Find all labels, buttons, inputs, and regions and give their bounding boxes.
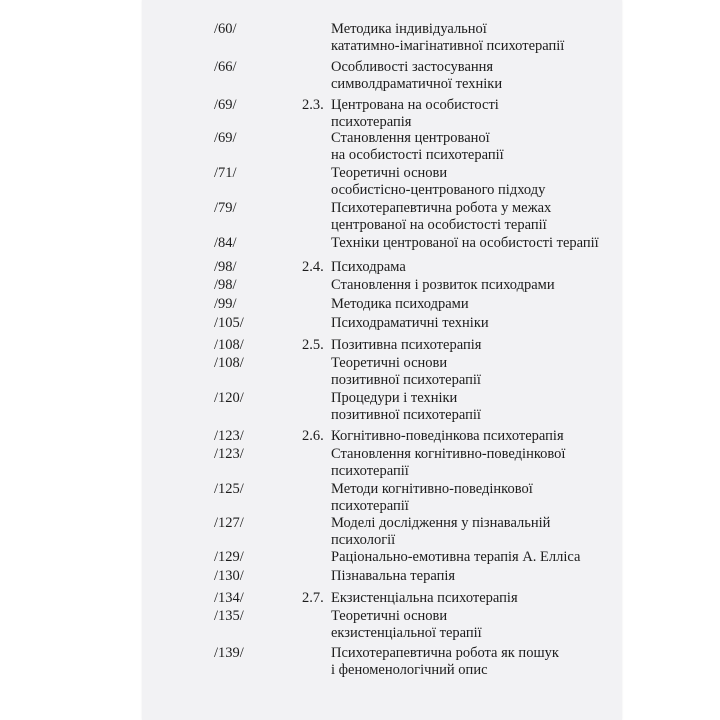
toc-page-number: /99/ <box>214 296 237 312</box>
toc-title: Техніки центрованої на особистості терапії <box>331 235 599 251</box>
toc-page-number: /120/ <box>214 390 244 406</box>
toc-title: Раціонально-емотивна терапія А. Елліса <box>331 549 581 565</box>
book-page <box>142 0 622 720</box>
toc-title: Моделі дослідження у пізнавальній психології <box>331 515 551 548</box>
toc-title: Центрована на особистості психотерапія <box>331 97 499 130</box>
toc-title: Методика індивідуальної кататимно-імагінативної психотерапії <box>331 21 565 54</box>
toc-page-number: /125/ <box>214 481 244 497</box>
toc-page-number: /123/ <box>214 428 244 444</box>
toc-section-number: 2.6. <box>302 428 324 444</box>
toc-section-number: 2.4. <box>302 259 324 275</box>
toc-title: Теоретичні основи позитивної психотерапії <box>331 355 481 388</box>
toc-page-number: /108/ <box>214 355 244 371</box>
toc-page-number: /60/ <box>214 21 237 37</box>
toc-title: Теоретичні основи екзистенціальної терапії <box>331 608 482 641</box>
toc-title: Психотерапевтична робота як пошук і феноменологічний опис <box>331 645 559 678</box>
toc-title: Психодрама <box>331 259 406 275</box>
toc-title: Когнітивно-поведінкова психотерапія <box>331 428 564 444</box>
toc-title: Процедури і техніки позитивної психотерапії <box>331 390 481 423</box>
toc-title: Психотерапевтична робота у межах центрованої на особистості терапії <box>331 200 552 233</box>
toc-title: Становлення центрованої на особистості психотерапії <box>331 130 504 163</box>
toc-page-number: /134/ <box>214 590 244 606</box>
toc-page-number: /79/ <box>214 200 237 216</box>
toc-page-number: /66/ <box>214 59 237 75</box>
toc-page-number: /105/ <box>214 315 244 331</box>
toc-title: Методика психодрами <box>331 296 469 312</box>
toc-page-number: /130/ <box>214 568 244 584</box>
toc-title: Теоретичні основи особистісно-центрованого підходу <box>331 165 546 198</box>
toc-page-number: /135/ <box>214 608 244 624</box>
toc-section-number: 2.3. <box>302 97 324 113</box>
toc-page-number: /129/ <box>214 549 244 565</box>
toc-title: Становлення і розвиток психодрами <box>331 277 555 293</box>
toc-page-number: /84/ <box>214 235 237 251</box>
toc-title: Позитивна психотерапія <box>331 337 482 353</box>
toc-page-number: /139/ <box>214 645 244 661</box>
toc-title: Особливості застосування символдраматичної техніки <box>331 59 503 92</box>
toc-page-number: /98/ <box>214 259 237 275</box>
toc-page-number: /108/ <box>214 337 244 353</box>
toc-title: Пізнавальна терапія <box>331 568 456 584</box>
toc-page-number: /69/ <box>214 97 237 113</box>
toc-title: Екзистенціальна психотерапія <box>331 590 518 606</box>
toc-page-number: /71/ <box>214 165 237 181</box>
toc-title: Методи когнітивно-поведінкової психотерапії <box>331 481 533 514</box>
toc-page-number: /98/ <box>214 277 237 293</box>
toc-section-number: 2.5. <box>302 337 324 353</box>
toc-page-number: /69/ <box>214 130 237 146</box>
toc-section-number: 2.7. <box>302 590 324 606</box>
toc-title: Становлення когнітивно-поведінкової психотерапії <box>331 446 566 479</box>
toc-page-number: /127/ <box>214 515 244 531</box>
toc-page-number: /123/ <box>214 446 244 462</box>
toc-title: Психодраматичні техніки <box>331 315 489 331</box>
